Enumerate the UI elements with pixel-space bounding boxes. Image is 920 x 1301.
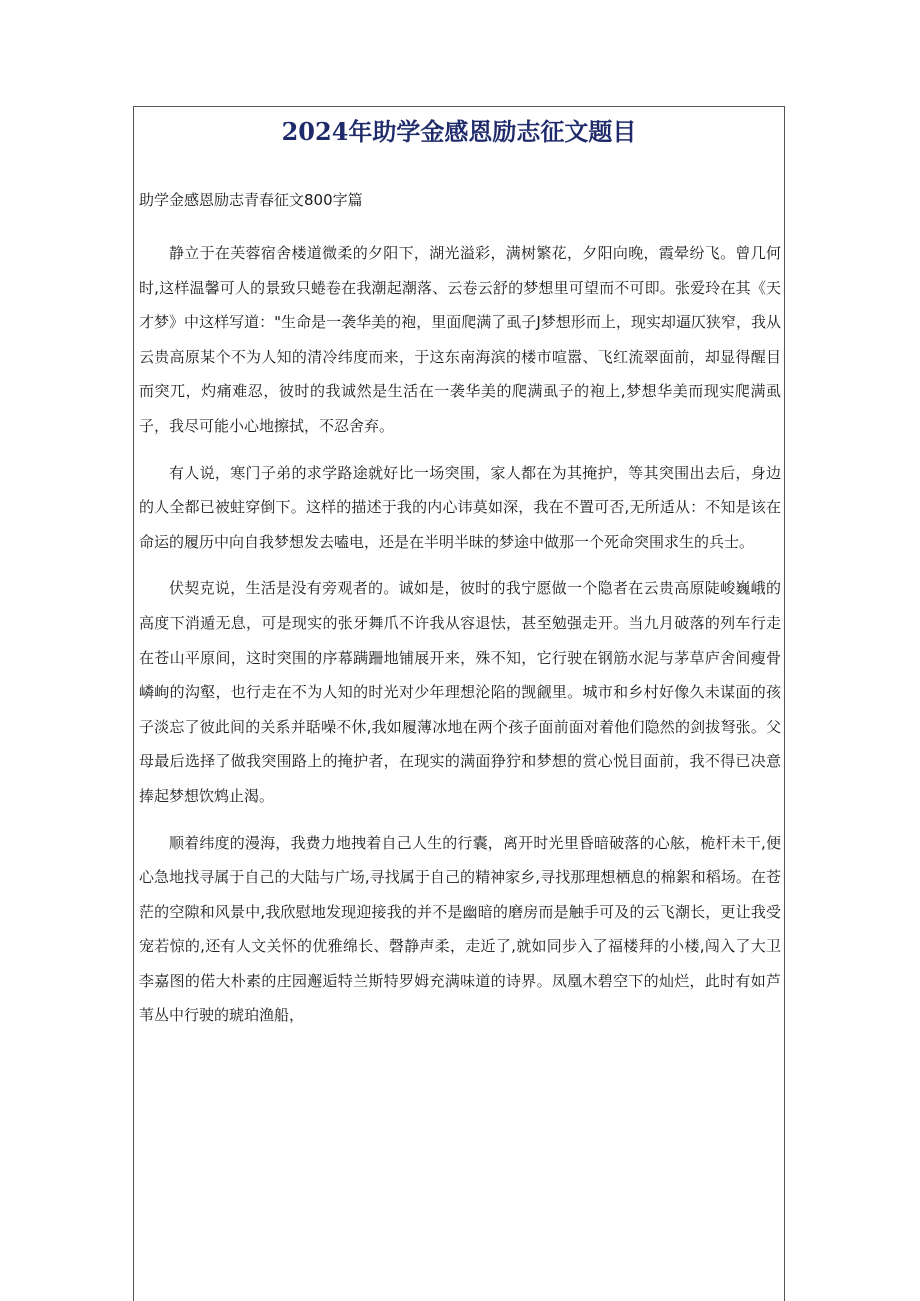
document-subtitle: 助学金感恩励志青春征文800字篇: [139, 191, 363, 209]
document-title: 2024年助学金感恩励志征文题目: [281, 117, 637, 146]
paragraph: 顺着纬度的漫海，我费力地拽着自己人生的行囊，离开时光里昏暗破落的心舷，桅杆未干,便心急地找寻属于自己的大陆与广场,寻找属于自己的精神家乡,寻找那理想栖息的棉絮和稻场。在苍茫的空隙和风景中,我欣慰地发现迎接我的并不是幽暗的磨房而是触手可及的云飞潮长，更让我受宠若惊的,还有人文关怀的优雅绵长、磬静声柔，走近了,就如同步入了福楼拜的小楼,闯入了大卫李嘉图的偌大朴素的庄园邂逅特兰斯特罗姆充满味道的诗界。凤凰木碧空下的灿烂，此时有如芦苇丛中行驶的琥珀渔船，: [139, 833, 781, 1025]
paragraph: 有人说，寒门子弟的求学路途就好比一场突围，家人都在为其掩护，等其突围出去后，身边的人全都已被蛀穿倒下。这样的描述于我的内心讳莫如深，我在不置可否,无所适从：不知是该在命运的履历中向自我梦想发去嗑电，还是在半明半昧的梦途中做那一个死命突围求生的兵士。: [139, 463, 781, 551]
paragraph: 伏契克说，生活是没有旁观者的。诚如是，彼时的我宁愿做一个隐者在云贵高原陡峻巍峨的高度下消遁无息，可是现实的张牙舞爪不许我从容退怯，甚至勉强走开。当九月破落的列车行走在苍山平原间，这时突围的序幕蹒跚地铺展开来，殊不知，它行驶在钢筋水泥与茅草庐舍间瘦骨嶙峋的沟壑，也行走在不为人知的时光对少年理想沦陷的觊觎里。城市和乡村好像久未谋面的孩子淡忘了彼此间的关系并聒噪不休,我如履薄冰地在两个孩子面前面对着他们隐然的剑拔弩张。父母最后选择了做我突围路上的掩护者，在现实的满面狰狞和梦想的赏心悦目面前，我不得已决意捧起梦想饮鸩止渴。: [139, 579, 781, 805]
paragraph: 静立于在芙蓉宿舍楼道微柔的夕阳下，湖光溢彩，满树繁花，夕阳向晚，霞晕纷飞。曾几何时,这样温馨可人的景致只蜷卷在我潮起潮落、云卷云舒的梦想里可望而不可即。张爱玲在其《天才梦》中这样写道："生命是一袭华美的袍，里面爬满了虱子J梦想形而上，现实却逼仄狭窄，我从云贵高原某个不为人知的清冷纬度而来，于这东南海滨的楼市喧嚣、飞红流翠面前，却显得醒目而突兀，灼痛难忍，彼时的我诚然是生活在一袭华美的爬满虱子的袍上,梦想华美而现实爬满虱子，我尽可能小心地擦拭，不忍舍弃。: [139, 244, 781, 435]
document-body: [139, 236, 781, 1045]
